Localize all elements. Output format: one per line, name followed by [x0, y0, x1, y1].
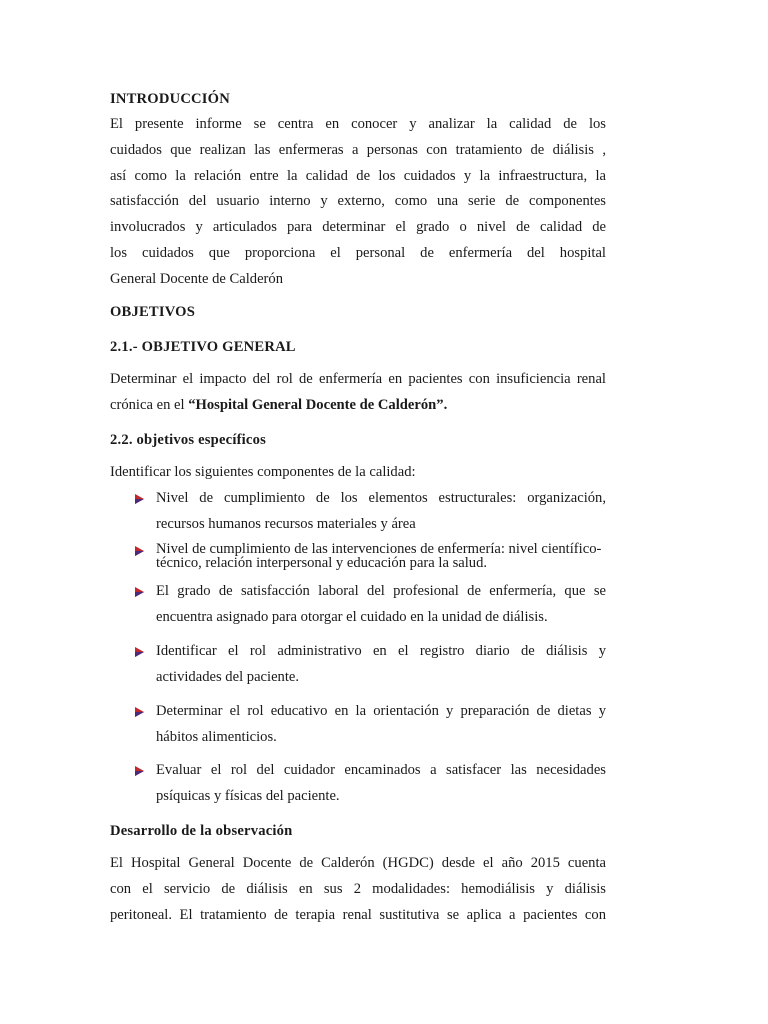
- intro-line: satisfacción del usuario interno y externo, como una serie de componentes: [110, 193, 606, 210]
- bullet-arrow-icon: [132, 544, 146, 558]
- objective-item: [156, 486, 606, 538]
- objective-item-line: Identificar el rol administrativo en el registro diario de diálisis y: [156, 643, 606, 659]
- desarrollo-line: El Hospital General Docente de Calderón (HGDC) desde el año 2015 cuenta: [110, 855, 606, 871]
- objective-item: [156, 758, 606, 810]
- objetivo-general-text: [110, 367, 606, 419]
- bullet-arrow-icon: [132, 585, 146, 599]
- objective-item-line: Nivel de cumplimiento de las intervenciones de enfermería: nivel científico-: [156, 541, 602, 557]
- general-line: [110, 393, 606, 419]
- objective-item-line: Evaluar el rol del cuidador encaminados a satisfacer las necesidades: [156, 762, 606, 778]
- especificos-intro: Identificar los siguientes componentes de la calidad:: [110, 464, 416, 480]
- objetivos-heading: OBJETIVOS: [110, 304, 196, 320]
- intro-heading: INTRODUCCIÓN: [110, 91, 230, 107]
- bullet-arrow-icon: [132, 705, 146, 719]
- intro-line: cuidados que realizan las enfermeras a personas con tratamiento de diálisis ,: [110, 141, 606, 158]
- intro-line: así como la relación entre la calidad de los cuidados y la infraestructura, la: [110, 167, 606, 184]
- objective-item-line: actividades del paciente.: [156, 668, 300, 685]
- objective-item-line: Nivel de cumplimiento de los elementos estructurales: organización,: [156, 490, 606, 506]
- objective-item-line: Determinar el rol educativo en la orientación y preparación de dietas y: [156, 703, 606, 719]
- objective-item-line: El grado de satisfacción laboral del profesional de enfermería, que se: [156, 583, 606, 599]
- bullet-arrow-icon: [132, 764, 146, 778]
- bullet-arrow-icon: [132, 645, 146, 659]
- objective-item: [156, 639, 606, 691]
- desarrollo-line: peritoneal. El tratamiento de terapia renal sustitutiva se aplica a pacientes con: [110, 906, 606, 923]
- desarrollo-line: con el servicio de diálisis en sus 2 modalidades: hemodiálisis y diálisis: [110, 880, 606, 897]
- objective-item-line: encuentra asignado para otorgar el cuidado en la unidad de diálisis.: [156, 608, 548, 625]
- objective-item-line: técnico, relación interpersonal y educación para la salud.: [156, 554, 488, 571]
- intro-line: El presente informe se centra en conocer y analizar la calidad de los: [110, 116, 606, 132]
- objective-item-line: hábitos alimenticios.: [156, 728, 277, 745]
- objective-item: [156, 543, 632, 570]
- desarrollo-paragraph: [110, 851, 606, 928]
- general-line-prefix: crónica en el: [110, 396, 189, 413]
- objective-item-line: recursos humanos recursos materiales y área: [156, 515, 416, 532]
- objective-item: [156, 579, 606, 631]
- objective-item-line: psíquicas y físicas del paciente.: [156, 787, 340, 804]
- intro-paragraph: [110, 112, 606, 293]
- general-line: Determinar el impacto del rol de enfermería en pacientes con insuficiencia renal: [110, 371, 606, 387]
- bullet-arrow-icon: [132, 492, 146, 506]
- hospital-name-bold: “Hospital General Docente de Calderón”.: [188, 396, 448, 413]
- objetivo-general-heading: 2.1.- OBJETIVO GENERAL: [110, 339, 296, 355]
- objective-item: [156, 699, 606, 751]
- desarrollo-heading: Desarrollo de la observación: [110, 823, 293, 839]
- intro-line: los cuidados que proporciona el personal de enfermería del hospital: [110, 244, 606, 261]
- intro-line: General Docente de Calderón: [110, 270, 284, 287]
- intro-line: involucrados y articulados para determinar el grado o nivel de calidad de: [110, 219, 606, 236]
- objetivos-especificos-heading: 2.2. objetivos específicos: [110, 432, 266, 448]
